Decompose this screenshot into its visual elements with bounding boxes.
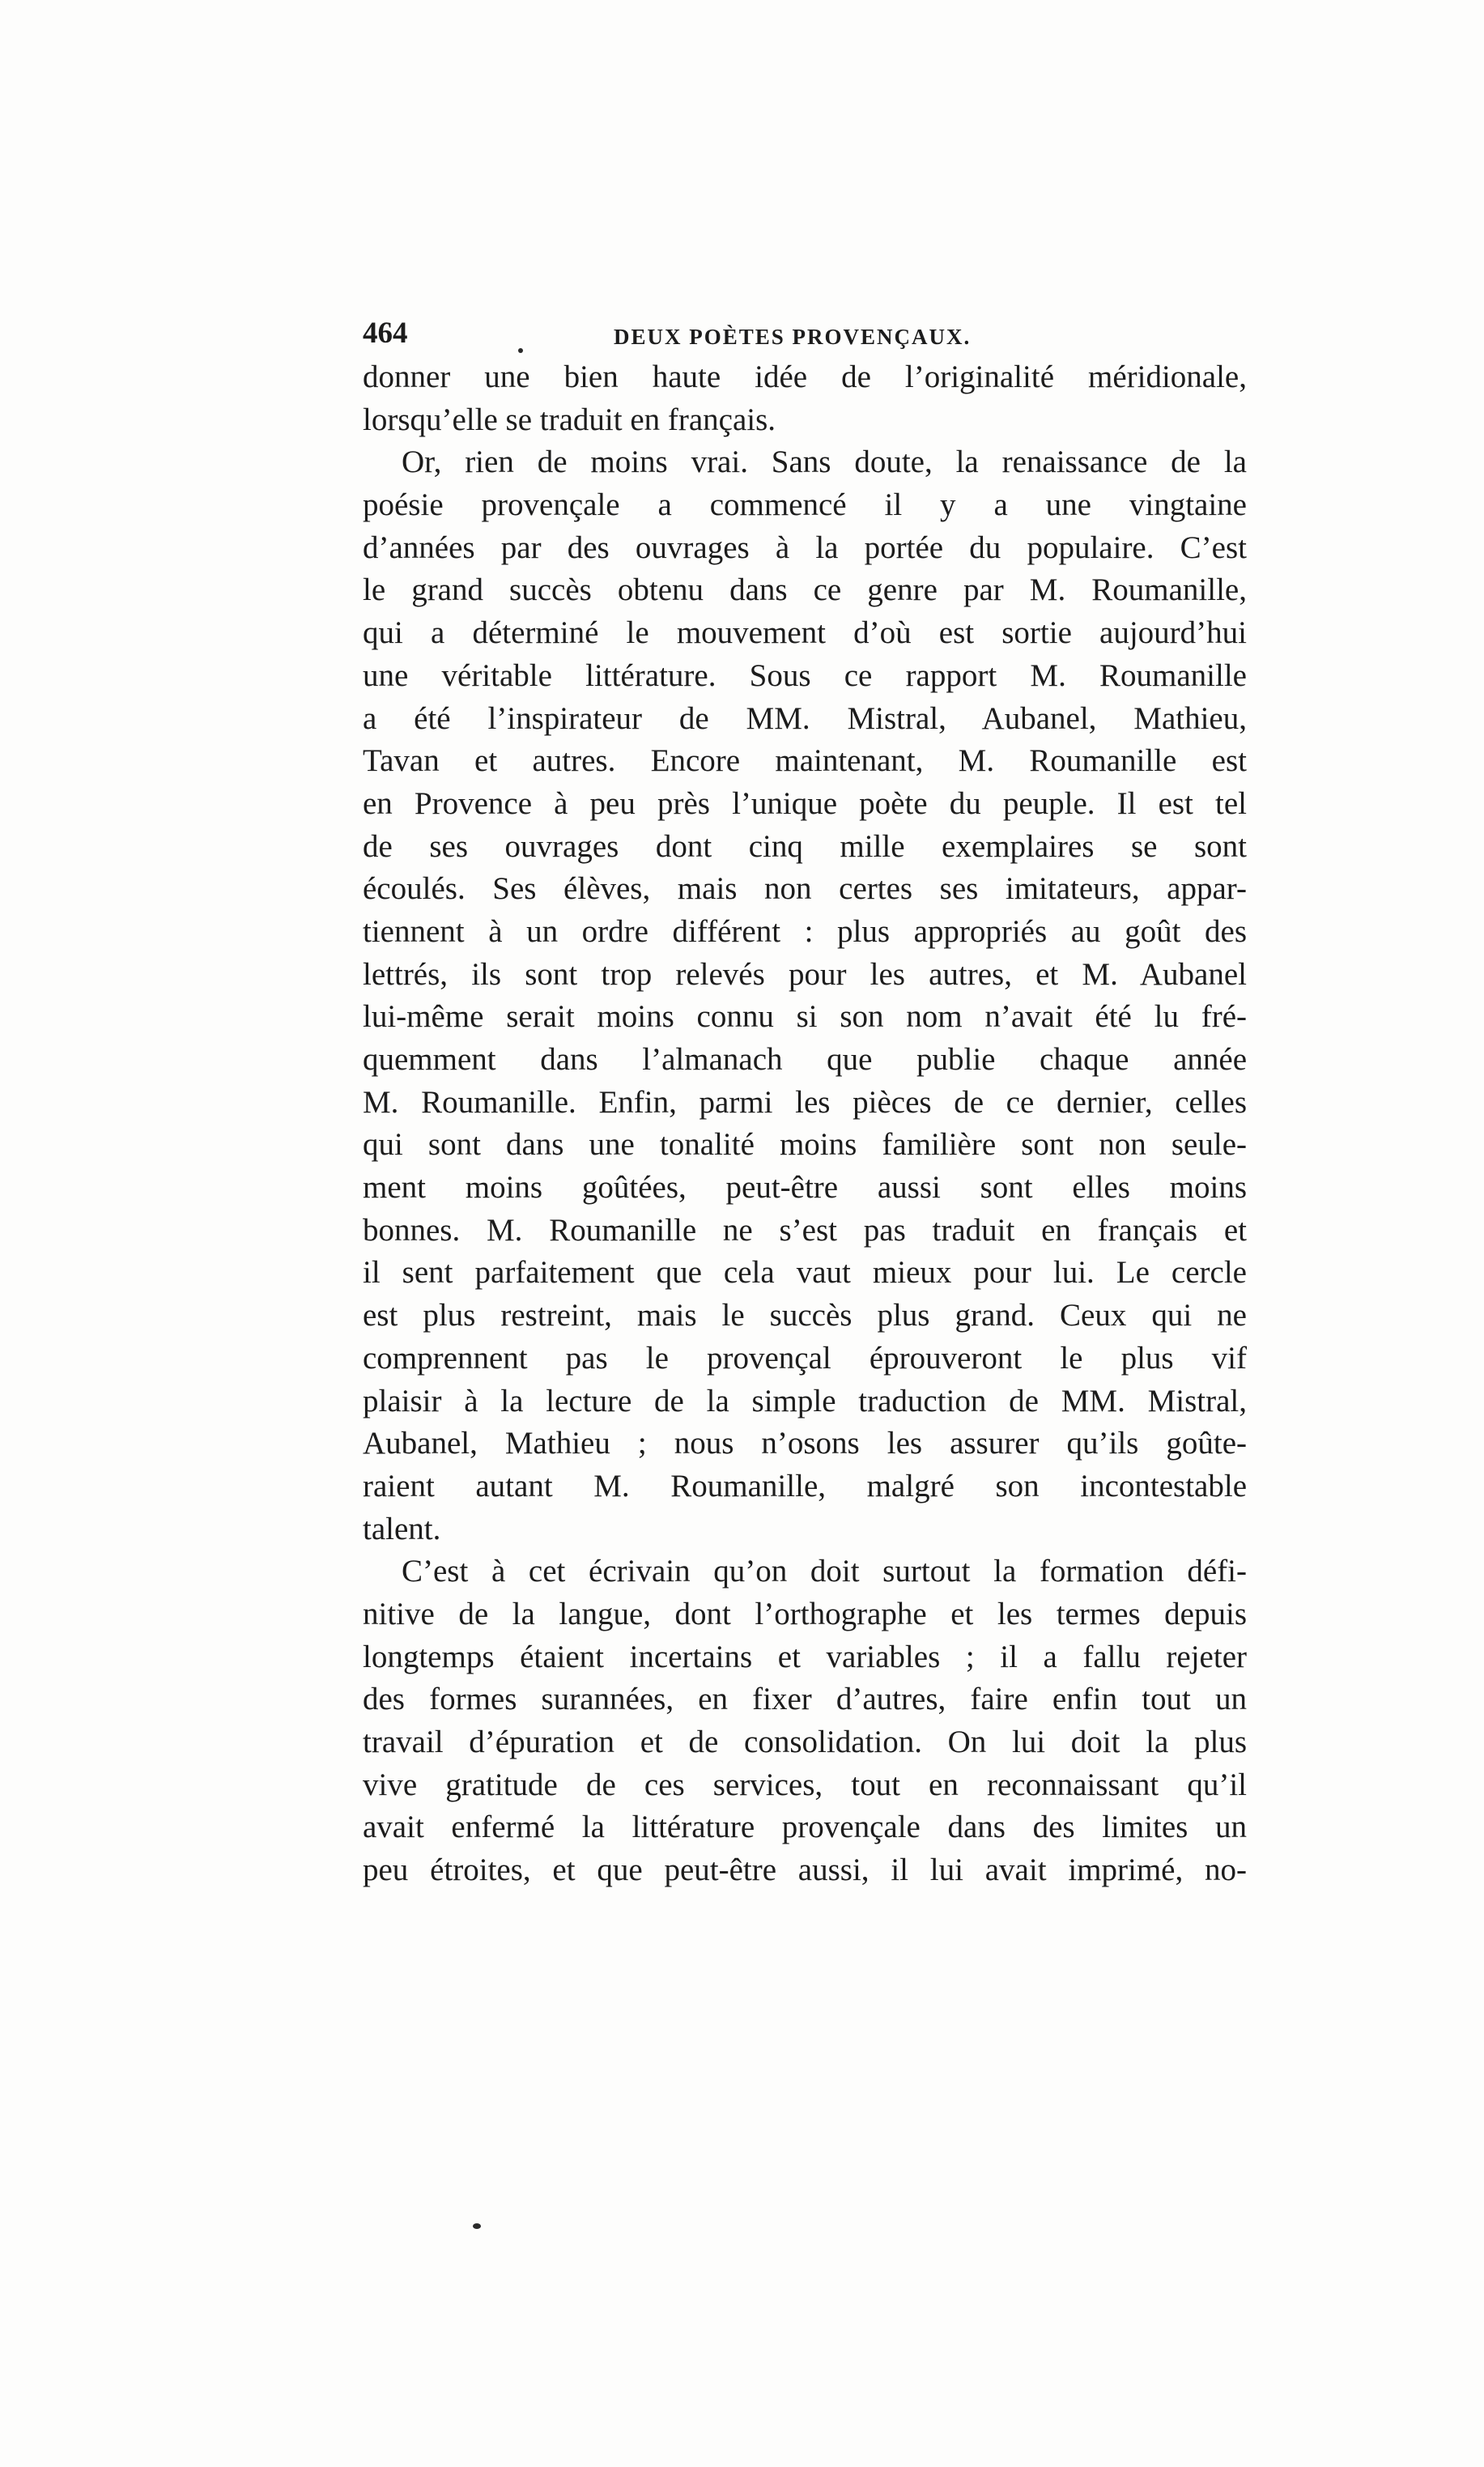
text-line: talent. [363,1511,441,1546]
text-line: vive gratitude de ces services, tout en reconnaissant qu’il [363,1767,1247,1802]
text-line: une véritable littérature. Sous ce rapport M. Roumanille [363,657,1247,693]
text-line: travail d’épuration et de consolidation. On lui doit la plus [363,1725,1247,1759]
text-line: d’années par des ouvrages à la portée du populaire. C’est [363,530,1247,565]
body-text [363,356,1247,1892]
text-line: écoulés. Ses élèves, mais non certes ses imitateurs, appar- [363,871,1247,907]
text-line: donner une bien haute idée de l’originalité méridionale, [363,359,1247,394]
text-line: qui sont dans une tonalité moins familière sont non seule- [363,1127,1247,1163]
text-line: est plus restreint, mais le succès plus grand. Ceux qui ne [363,1298,1247,1333]
text-line: nitive de la langue, dont l’orthographe et les termes depuis [363,1596,1247,1631]
text-line: tiennent à un ordre différent : plus appropriés au goût des [363,913,1247,949]
text-line: lui-même serait moins connu si son nom n’avait été lu fré- [363,999,1247,1035]
ink-speck [518,348,523,353]
text-line: le grand succès obtenu dans ce genre par M. Roumanille, [363,572,1247,608]
text-line: a été l’inspirateur de MM. Mistral, Aubanel, Mathieu, [363,700,1247,736]
text-line: M. Roumanille. Enfin, parmi les pièces de ce dernier, celles [363,1084,1247,1120]
text-line: plaisir à la lecture de la simple traduction de MM. Mistral, [363,1383,1247,1419]
text-line: Aubanel, Mathieu ; nous n’osons les assurer qu’ils goûte- [363,1426,1247,1461]
text-line: il sent parfaitement que cela vaut mieux pour lui. Le cercle [363,1255,1247,1291]
text-line: ment moins goûtées, peut-être aussi sont elles moins [363,1170,1247,1206]
paragraph-first-line: Or, rien de moins vrai. Sans doute, la renaissance de la [402,444,1247,480]
text-line: avait enfermé la littérature provençale dans des limites un [363,1810,1247,1845]
text-line: lettrés, ils sont trop relevés pour les autres, et M. Aubanel [363,956,1247,992]
text-line: de ses ouvrages dont cinq mille exemplaires se sont [363,828,1247,864]
text-line: en Provence à peu près l’unique poète du peuple. Il est tel [363,785,1247,821]
text-line: comprennent pas le provençal éprouveront le plus vif [363,1340,1247,1376]
text-line: poésie provençale a commencé il y a une vingtaine [363,487,1247,523]
text-line: lorsqu’elle se traduit en français. [363,402,776,437]
paragraph-first-line: C’est à cet écrivain qu’on doit surtout la formation défi- [402,1554,1247,1589]
text-line: longtemps étaient incertains et variables ; il a fallu rejeter [363,1639,1247,1674]
page-number: 464 [363,317,408,350]
text-line: des formes surannées, en fixer d’autres, faire enfin tout un [363,1682,1247,1717]
ink-speck [473,2223,481,2229]
text-line: bonnes. M. Roumanille ne s’est pas traduit en français et [363,1212,1247,1248]
text-line: quemment dans l’almanach que publie chaque année [363,1042,1247,1077]
text-line: qui a déterminé le mouvement d’où est sortie aujourd’hui [363,615,1247,651]
page-header [363,309,1247,358]
text-line: raient autant M. Roumanille, malgré son incontestable [363,1468,1247,1504]
running-title: DEUX POÈTES PROVENÇAUX. [614,325,972,349]
text-line: Tavan et autres. Encore maintenant, M. Roumanille est [363,743,1247,779]
text-line: peu étroites, et que peut-être aussi, il lui avait imprimé, no- [363,1852,1247,1888]
